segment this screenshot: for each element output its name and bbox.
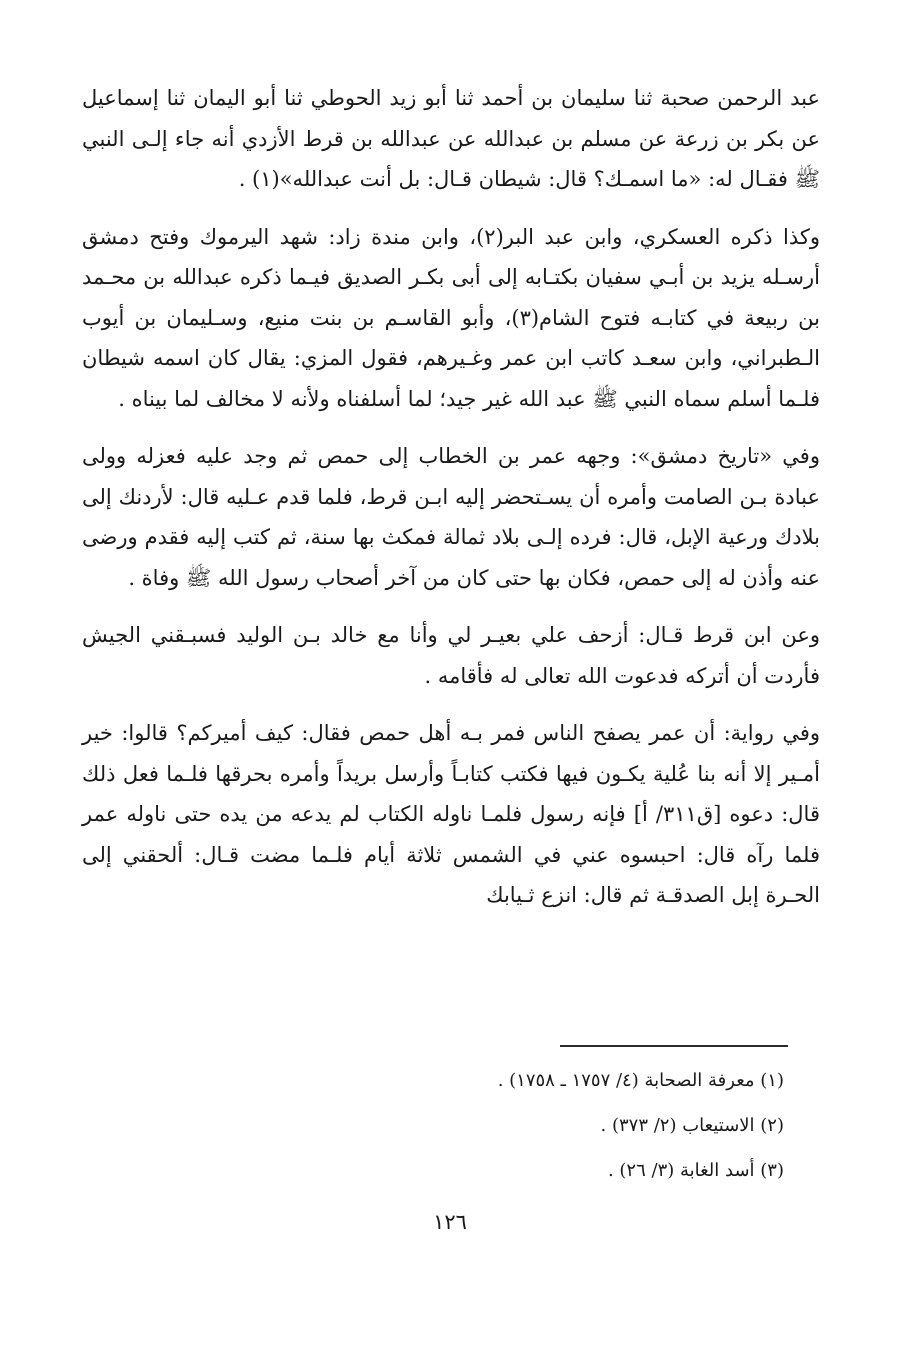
paragraph-5: وفي رواية: أن عمر يصفح الناس فمر بـه أهل حمص فقال: كيف أميركم؟ قالوا: خير أمـير إلا أنه بنا عُلية يكـون فيها فكتب كتابـاً وأرسل بريداً وأمره بحرقها فلـما فعل ذلك قال: دعوه [ق٣١١/ أ] فإنه رسول فلمـا ناوله الكتاب لم يدعه من يده حتى ناوله عمر فلما رآه قال: احبسوه عني في الشمس ثلاثة أيام فلـما مضت قـال: ألحقني إلى الحـرة إبل الصدقـة ثم قال: انزع ثـيابك — [82, 721, 820, 907]
footnote-2: (٢) الاستيعاب (٢/ ٣٧٣) . — [600, 1115, 784, 1136]
footnotes — [82, 1058, 784, 1193]
footnote-3: (٣) أسد الغابة (٣/ ٢٦) . — [607, 1160, 784, 1181]
footnote-1: (١) معرفة الصحابة (٤/ ١٧٥٧ ـ ١٧٥٨) . — [497, 1070, 784, 1091]
page-number: ١٢٦ — [433, 1210, 467, 1234]
paragraph-1: عبد الرحمن صحبة ثنا سليمان بن أحمد ثنا أبو زيد الحوطي ثنا أبو اليمان ثنا إسماعيل عن بكر بن زرعة عن مسلم بن عبدالله عن عبدالله بن قرط الأزدي أنه جاء إلـى النبي ﷺ فقـال له: «ما اسمـك؟ قال: شيطان قـال: بل أنت عبدالله»(١) . — [82, 86, 820, 191]
paragraph-3: وفي «تاريخ دمشق»: وجهه عمر بن الخطاب إلى حمص ثم وجد عليه فعزله وولى عبادة بـن الصامت وأمره أن يسـتحضر إليه ابـن قرط، فلما قدم عـليه قال: لأردنك إلى بلادك ورعية الإبل، قال: فرده إلـى بلاد ثمالة فمكث بها سنة، ثم كتب إليه فقدم ورضى عنه وأذن له إلى حمص، فكان بها حتى كان من آخر أصحاب رسول الله ﷺ وفاة . — [82, 444, 820, 590]
paragraph-4: وعن ابن قرط قـال: أزحف علي بعيـر لي وأنا مع خالد بـن الوليد فسبـقني الجيش فأردت أن أتركه فدعوت الله تعالى له فأقامه . — [82, 623, 820, 688]
paragraph-2: وكذا ذكره العسكري، وابن عبد البر(٢)، وابن مندة زاد: شهد اليرموك وفتح دمشق أرسـله يزيد بن أبـي سفيان بكتـابه إلى أبى بكـر الصديق فيـما ذكره عبدالله بن محـمد بن ربيعة في كتابـه فتوح الشام(٣)، وأبو القاسـم بن بنت منيع، وسـليمان بن أيوب الـطبراني، وابن سعـد كاتب ابن عمر وغـيرهم، فقول المزي: يقال كان اسمه شيطان فلـما أسلم سماه النبي ﷺ عبد الله غير جيد؛ لما أسلفناه ولأنه لا مخالف لما بيناه . — [82, 224, 820, 411]
footnote-divider — [560, 1045, 788, 1047]
main-text — [82, 78, 820, 933]
